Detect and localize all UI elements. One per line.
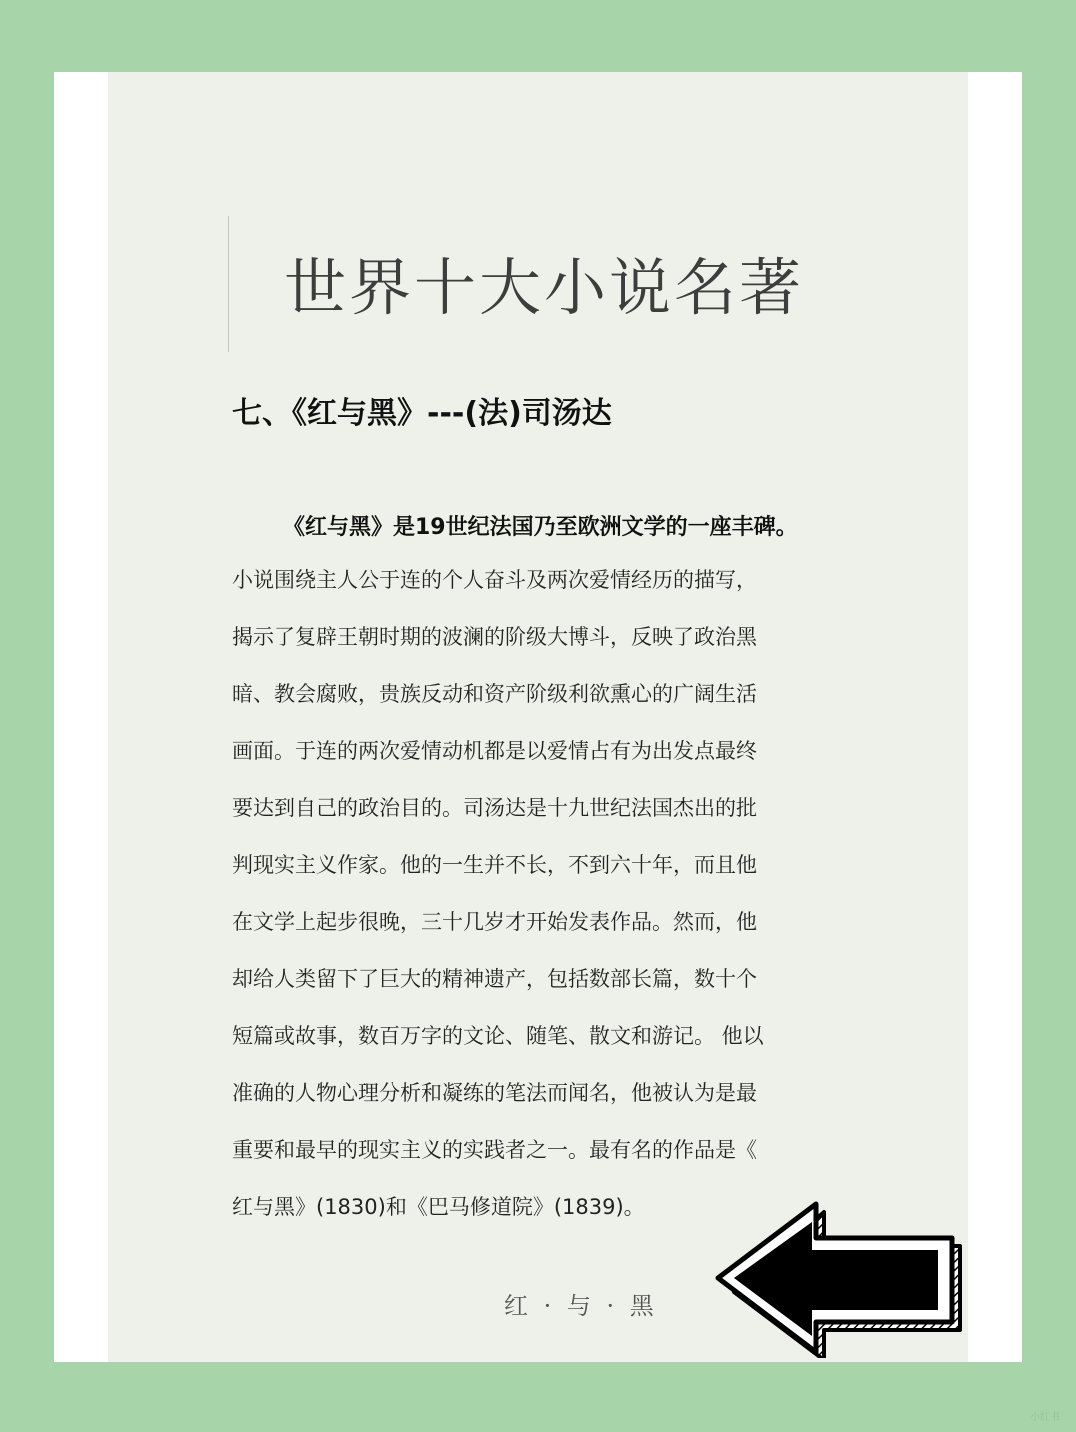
body-line: 要达到自己的政治目的。司汤达是十九世纪法国杰出的批 (232, 796, 757, 820)
section-heading: 七、《红与黑》---(法)司汤达 (232, 396, 612, 431)
body-line: 暗、教会腐败，贵族反动和资产阶级利欲熏心的广阔生活 (232, 682, 757, 706)
body-line: 画面。于连的两次爱情动机都是以爱情占有为出发点最终 (232, 739, 757, 763)
body-text (232, 563, 872, 1247)
body-line: 小说围绕主人公于连的个人奋斗及两次爱情经历的描写， (232, 568, 757, 592)
title-divider (228, 216, 229, 352)
body-line: 重要和最早的现实主义的实践者之一。最有名的作品是《 (232, 1138, 757, 1162)
body-line: 判现实主义作家。他的一生并不长，不到六十年，而且他 (232, 853, 757, 877)
body-line: 短篇或故事，数百万字的文论、随笔、散文和游记。 他以 (232, 1024, 764, 1048)
footer-caption: 红 · 与 · 黑 (504, 1292, 658, 1320)
left-arrow-icon[interactable] (712, 1198, 972, 1358)
body-line: 揭示了复辟王朝时期的波澜的阶级大博斗，反映了政治黑 (232, 625, 757, 649)
body-line: 却给人类留下了巨大的精神遗产，包括数部长篇，数十个 (232, 967, 757, 991)
watermark: 小红书 (1030, 1412, 1060, 1423)
body-line: 准确的人物心理分析和凝练的笔法而闻名，他被认为是最 (232, 1081, 757, 1105)
main-title: 世界十大小说名著 (284, 251, 805, 324)
page-frame (54, 72, 1022, 1362)
lead-sentence: 《红与黑》是19世纪法国乃至欧洲文学的一座丰碑。 (283, 515, 798, 540)
body-line: 红与黑》(1830)和《巴马修道院》(1839)。 (232, 1195, 645, 1219)
document-sheet (108, 72, 968, 1362)
body-line: 在文学上起步很晚，三十几岁才开始发表作品。然而，他 (232, 910, 757, 934)
